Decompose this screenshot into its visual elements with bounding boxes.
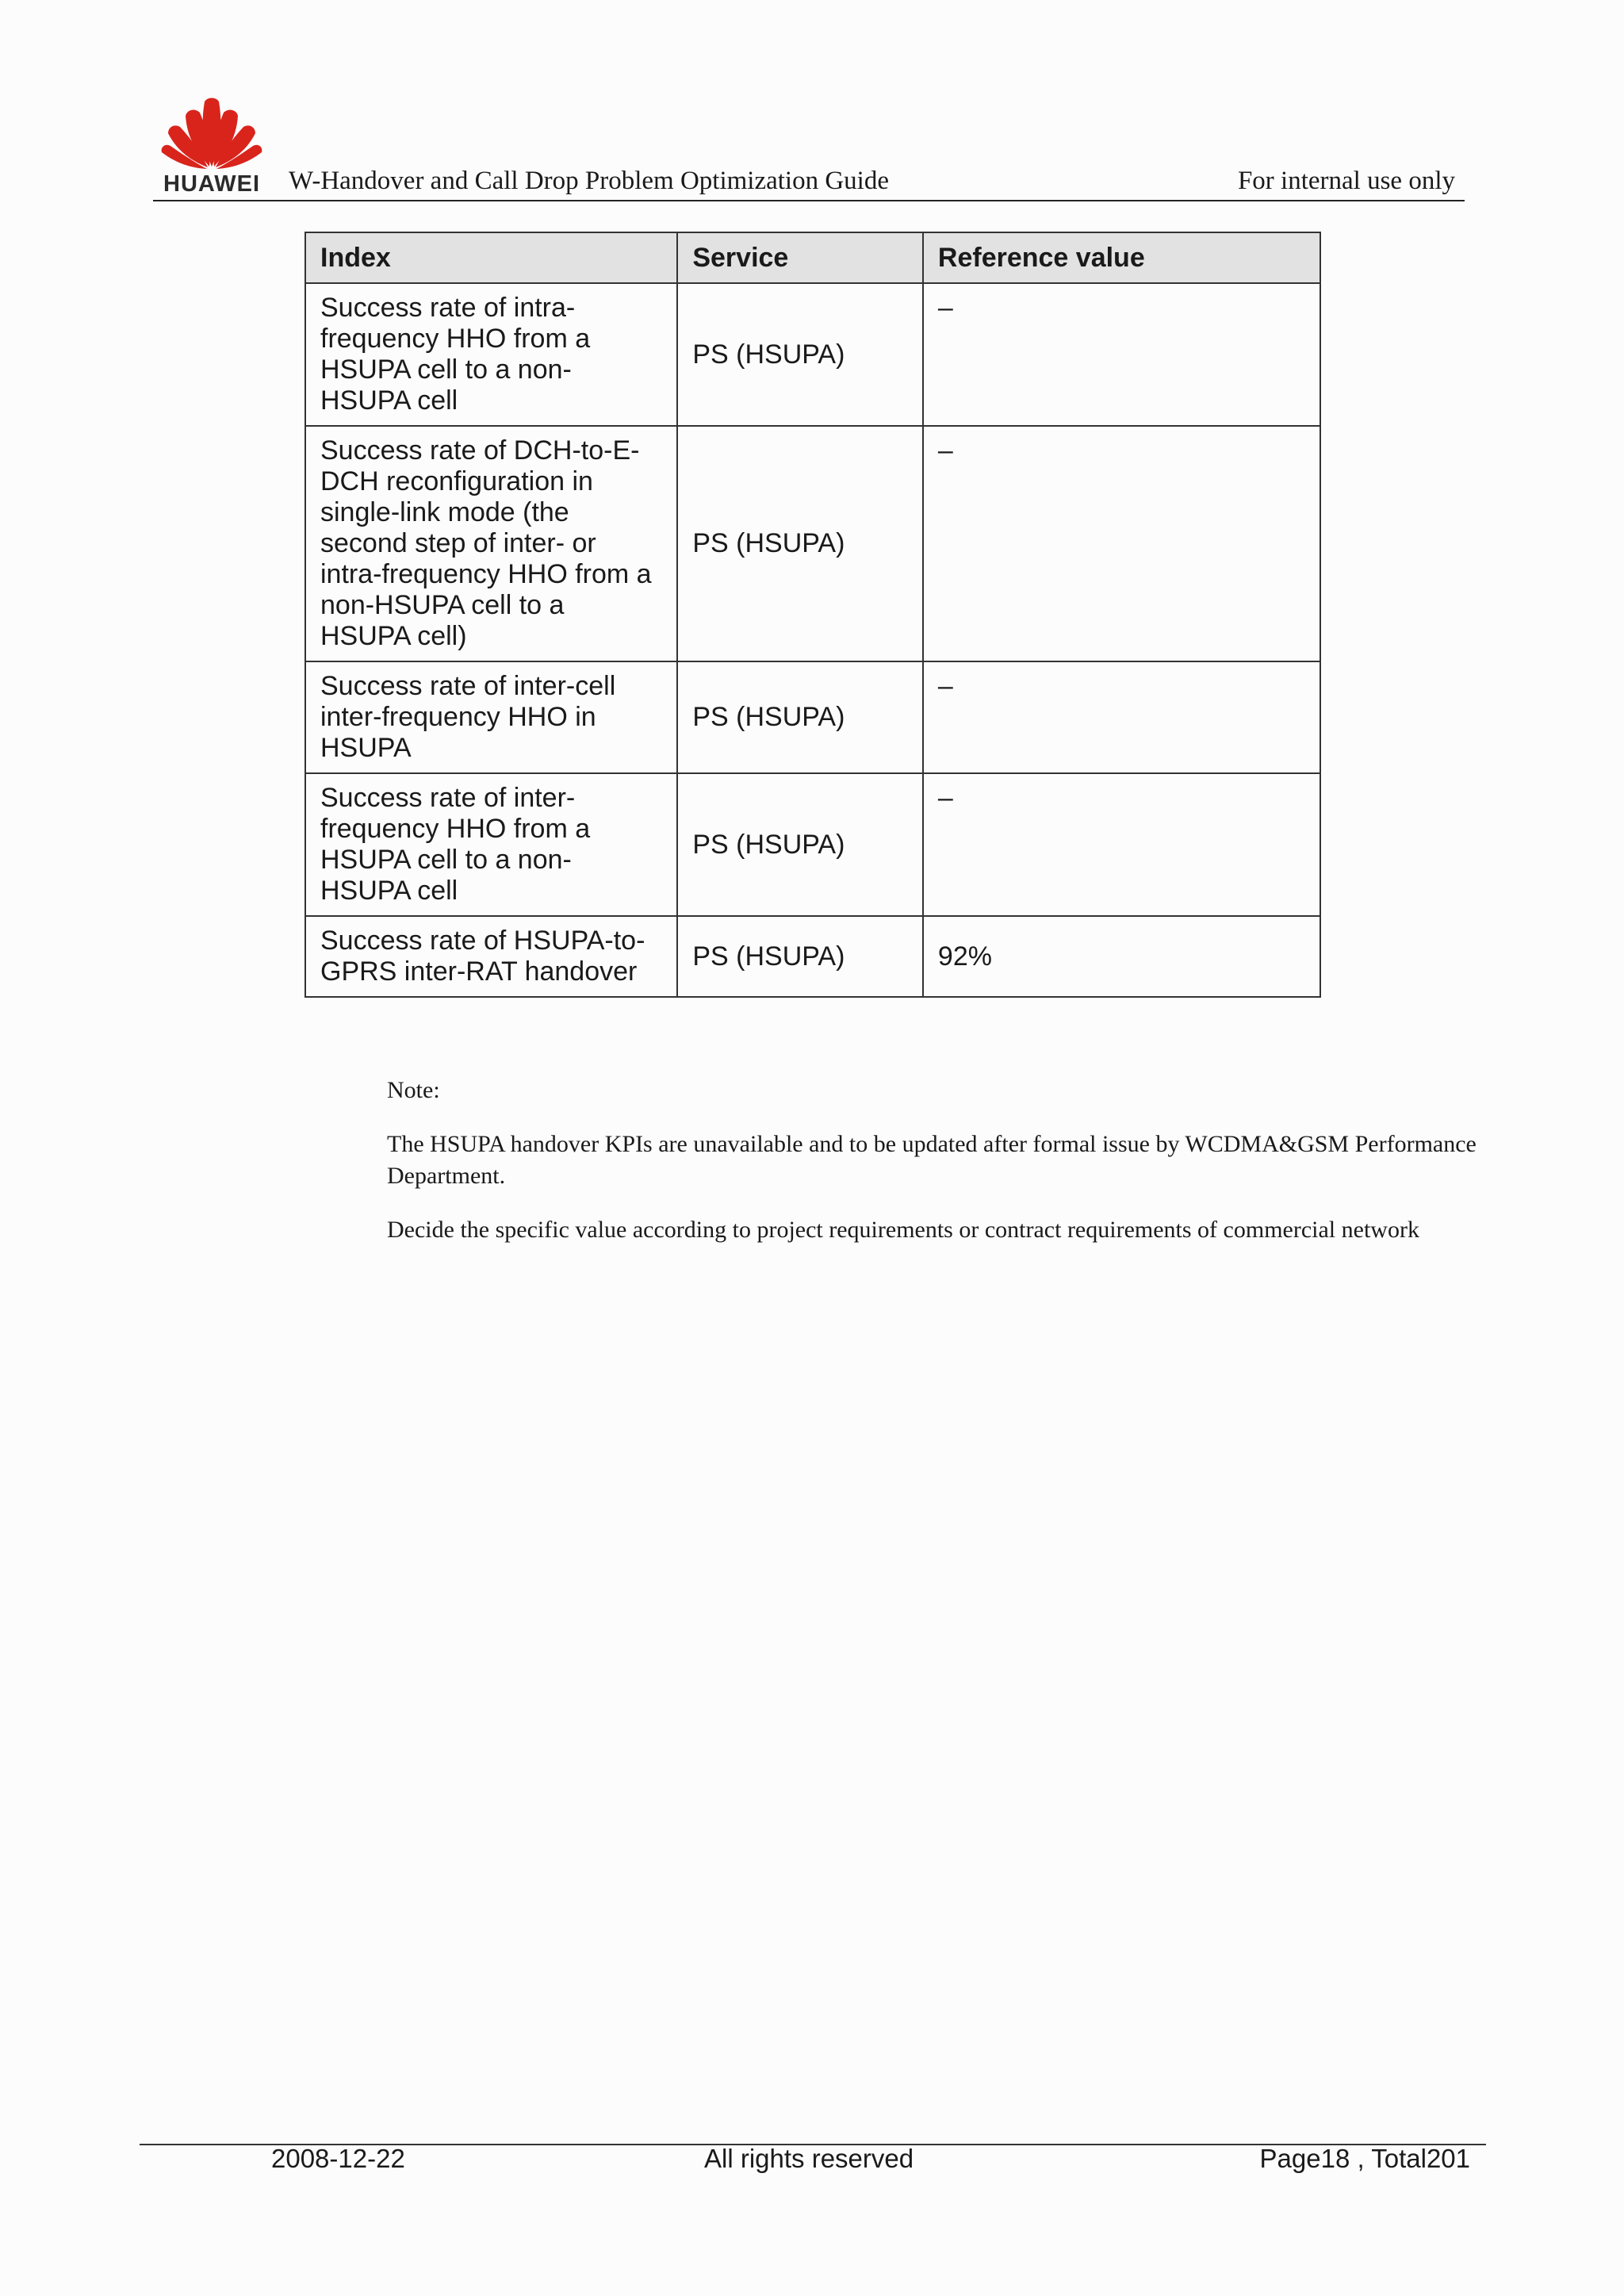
- kpi-table: [304, 232, 1321, 998]
- table-row: [305, 773, 1320, 916]
- index-cell: Success rate of DCH-to-E-DCH reconfiguration in single-link mode (the second step of inter- or intra-frequency HHO from a non-HSUPA cell to a HSUPA cell): [305, 426, 677, 661]
- table-header-row: [305, 232, 1320, 283]
- table-row: [305, 283, 1320, 426]
- reference-value-cell: 92%: [923, 916, 1320, 997]
- service-cell: PS (HSUPA): [677, 773, 923, 916]
- index-cell: Success rate of inter-cell inter-frequency HHO in HSUPA: [305, 661, 677, 773]
- note-label: Note:: [387, 1077, 440, 1103]
- footer-rights: All rights reserved: [704, 2144, 914, 2173]
- footer-page-number: Page18 , Total201: [1259, 2144, 1470, 2173]
- service-cell: PS (HSUPA): [677, 661, 923, 773]
- document-title: W-Handover and Call Drop Problem Optimization Guide: [289, 167, 890, 195]
- footer-date: 2008-12-22: [271, 2144, 405, 2173]
- classification-label: For internal use only: [1237, 167, 1455, 195]
- service-cell: PS (HSUPA): [677, 916, 923, 997]
- table-row: [305, 426, 1320, 661]
- reference-value-cell: –: [923, 661, 1320, 773]
- index-cell: Success rate of intra-frequency HHO from a HSUPA cell to a non-HSUPA cell: [305, 283, 677, 426]
- header-divider: [153, 200, 1465, 201]
- table-row: [305, 661, 1320, 773]
- column-header-index: Index: [305, 232, 677, 283]
- index-cell: Success rate of HSUPA-to-GPRS inter-RAT handover: [305, 916, 677, 997]
- column-header-reference-value: Reference value: [923, 232, 1320, 283]
- notes-section: [387, 1075, 1497, 1268]
- column-header-service: Service: [677, 232, 923, 283]
- huawei-flower-icon: [159, 94, 265, 170]
- reference-value-cell: –: [923, 426, 1320, 661]
- index-cell: Success rate of inter-frequency HHO from a HSUPA cell to a non-HSUPA cell: [305, 773, 677, 916]
- note-paragraph: The HSUPA handover KPIs are unavailable and to be updated after formal issue by WCDMA&GSM Performance Department.: [387, 1131, 1477, 1189]
- reference-value-cell: –: [923, 283, 1320, 426]
- reference-value-cell: –: [923, 773, 1320, 916]
- service-cell: PS (HSUPA): [677, 426, 923, 661]
- huawei-wordmark: HUAWEI: [163, 171, 260, 197]
- huawei-logo: [159, 94, 265, 198]
- note-paragraph: Decide the specific value according to project requirements or contract requirements of commercial network: [387, 1217, 1419, 1243]
- table-row: [305, 916, 1320, 997]
- service-cell: PS (HSUPA): [677, 283, 923, 426]
